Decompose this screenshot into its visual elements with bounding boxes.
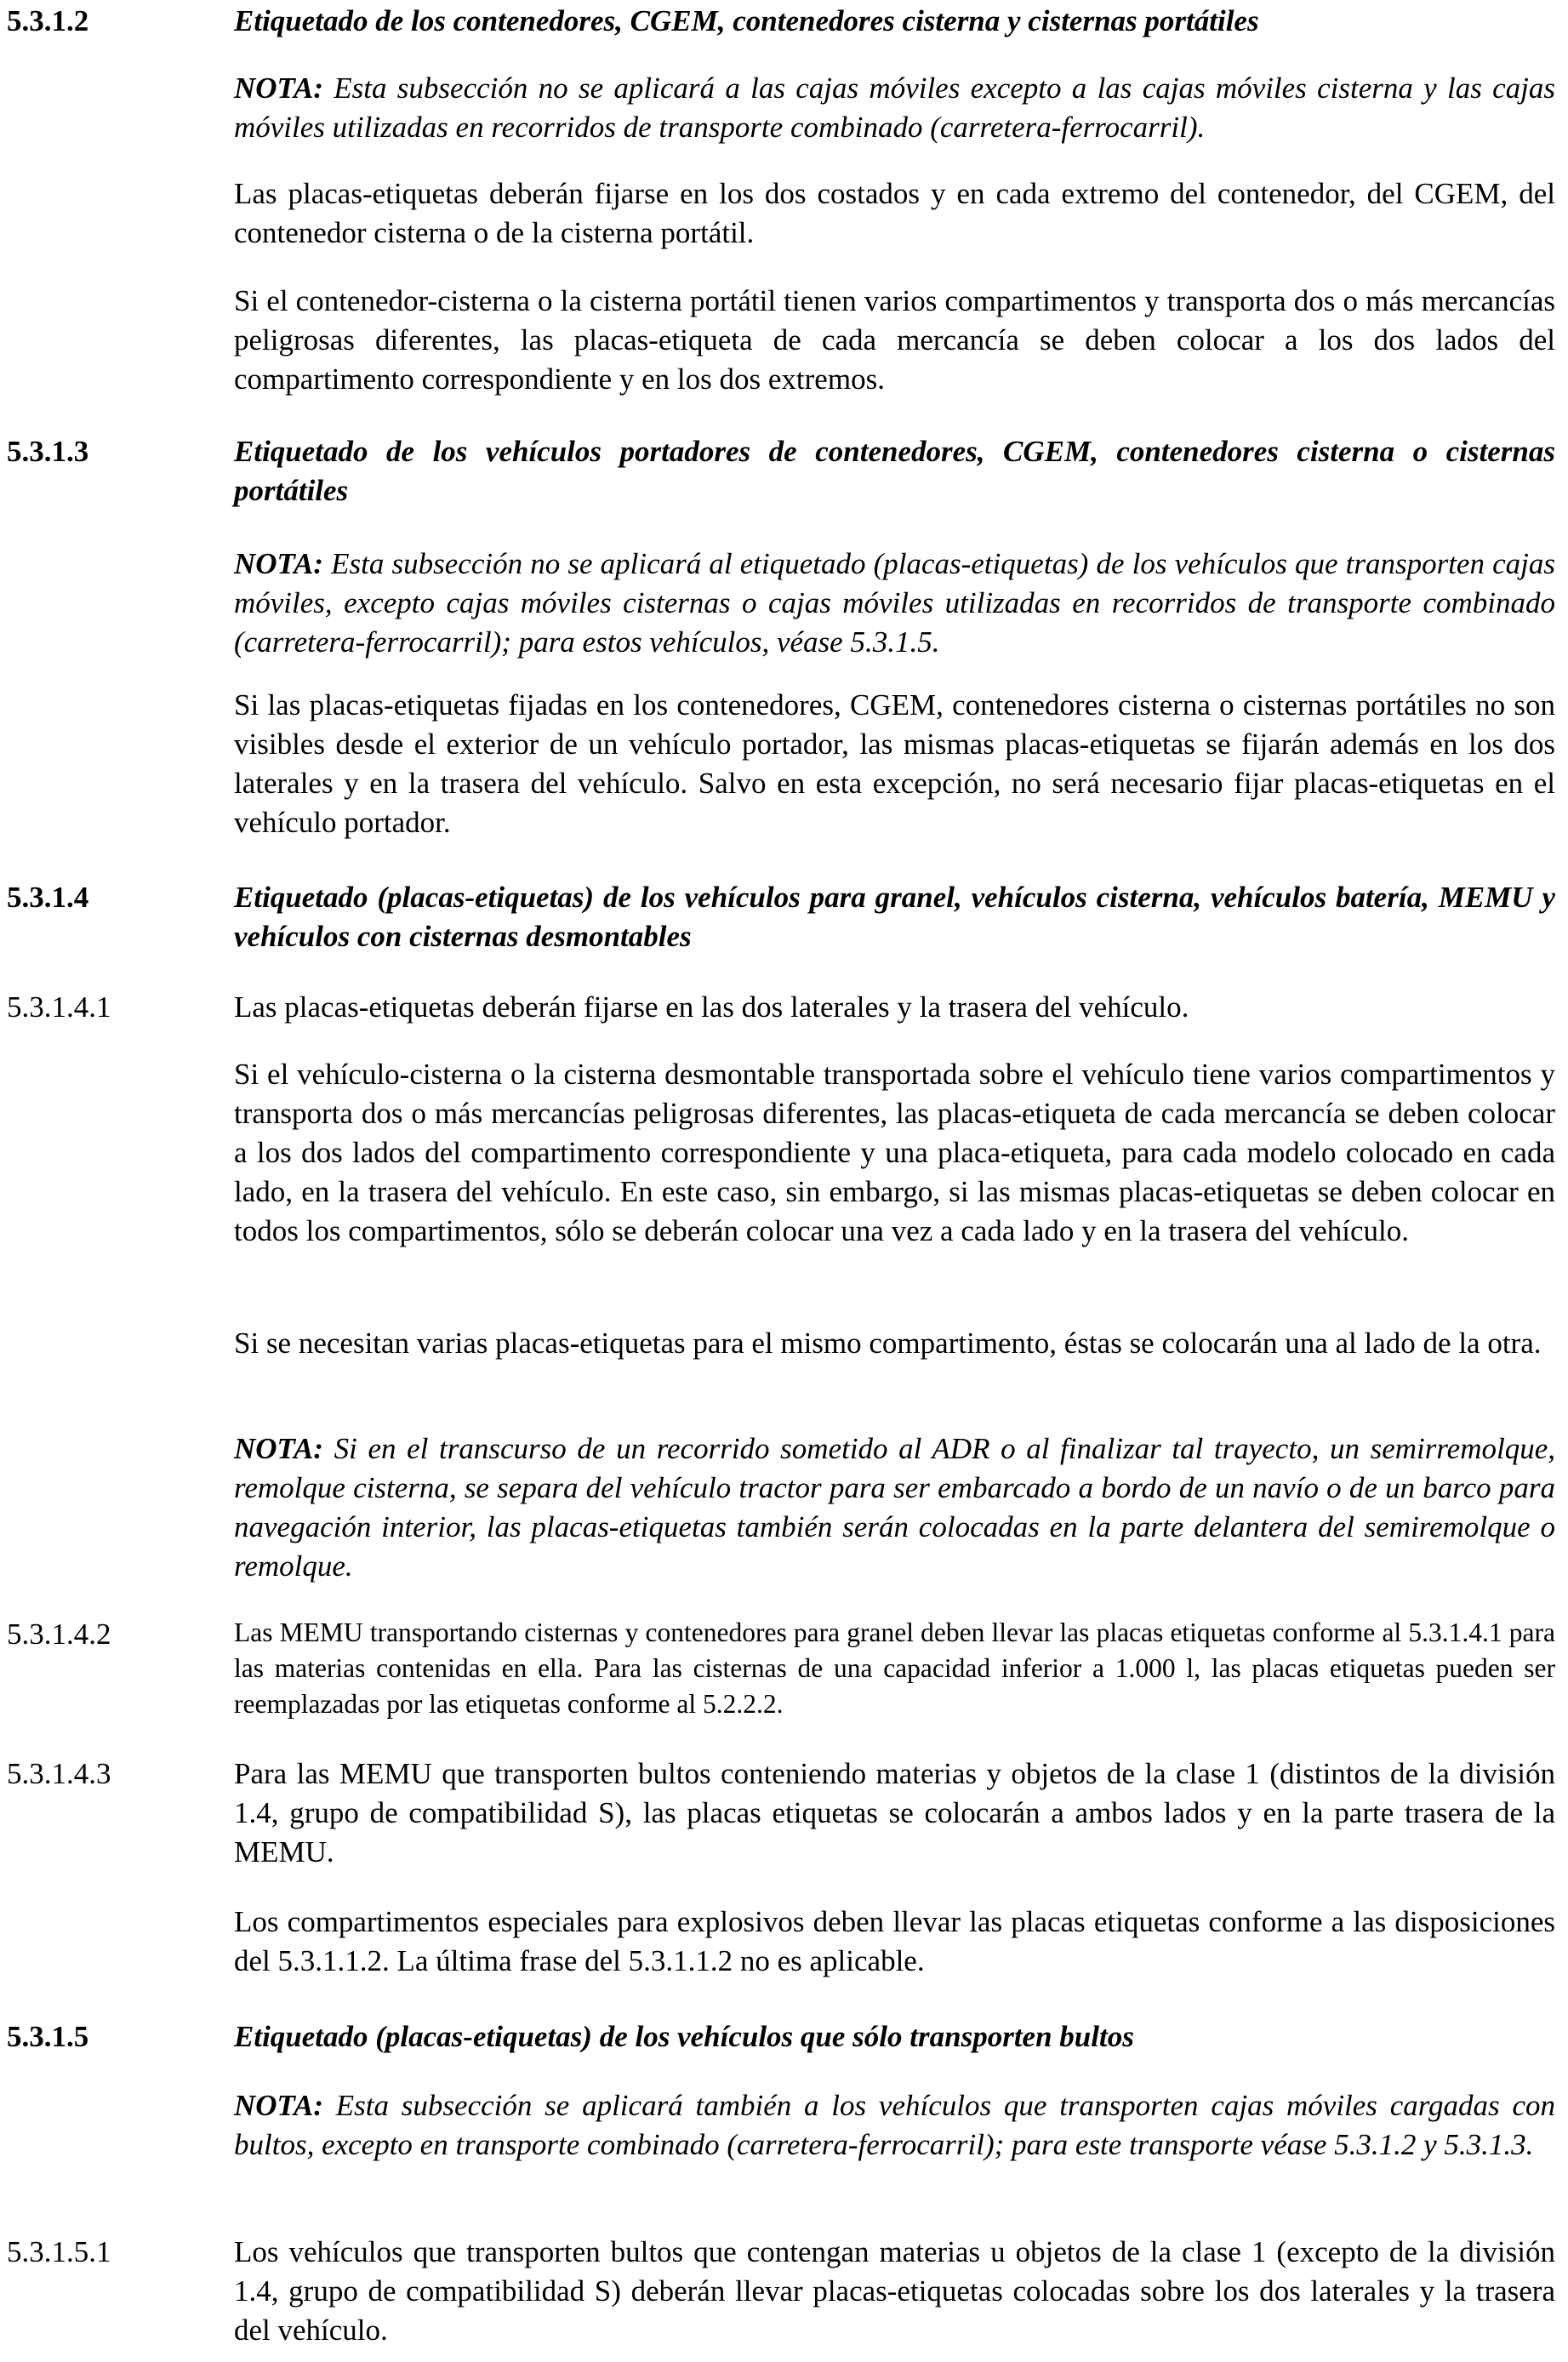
paragraph-text: Los vehículos que transporten bultos que contengan materias u objetos de la clase 1 (excepto de la división 1.4, grupo de compatibilidad S) deberán llevar placas-etiquetas colocadas sobre los dos laterales y la trasera del vehículo. xyxy=(234,2235,1555,2347)
note-label: NOTA: xyxy=(234,1432,323,1465)
section-heading: Etiquetado de los contenedores, CGEM, contenedores cisterna y cisternas portátiles xyxy=(234,4,1259,37)
section-heading: Etiquetado (placas-etiquetas) de los vehículos para granel, vehículos cisterna, vehículos batería, MEMU y vehículos con cisternas desmontables xyxy=(234,881,1555,953)
note-text: NOTA: Esta subsección no se aplicará al etiquetado (placas-etiquetas) de los vehículos que transporten cajas móviles, excepto cajas móviles cisternas o cajas móviles utilizadas en recorridos de transporte combinado (carretera-ferrocarril); para estos vehículos, véase 5.3.1.5. xyxy=(234,547,1555,659)
paragraph-text: Las placas-etiquetas deberán fijarse en los dos costados y en cada extremo del contenedor, del CGEM, del contenedor cisterna o de la cisterna portátil. xyxy=(234,177,1555,249)
paragraph-text: Si el vehículo-cisterna o la cisterna desmontable transportada sobre el vehículo tiene varios compartimentos y transporta dos o más mercancías peligrosas diferentes, las placas-etiqueta de cada mercancía se deben colocar a los dos lados del compartimento correspondiente y una placa-etiqueta, para cada modelo colocado en cada lado, en la trasera del vehículo. En este caso, sin embargo, si las mismas placas-etiquetas se deben colocar en todos los compartimentos, sólo se deberán colocar una vez a cada lado y en la trasera del vehículo. xyxy=(234,1058,1555,1247)
paragraph-text: Si el contenedor-cisterna o la cisterna portátil tienen varios compartimentos y transporta dos o más mercancías peligrosas diferentes, las placas-etiqueta de cada mercancía se deben colocar a los dos lados del compartimento correspondiente y en los dos extremos. xyxy=(234,284,1555,396)
note-label: NOTA: xyxy=(234,547,323,580)
paragraph-text: Los compartimentos especiales para explosivos deben llevar las placas etiquetas conforme a las disposiciones del 5.3.1.1.2. La última frase del 5.3.1.1.2 no es aplicable. xyxy=(234,1905,1555,1977)
section-heading: Etiquetado de los vehículos portadores de contenedores, CGEM, contenedores cisterna o cisternas portátiles xyxy=(234,435,1555,507)
paragraph-text: Para las MEMU que transporten bultos conteniendo materias y objetos de la clase 1 (distintos de la división 1.4, grupo de compatibilidad S), las placas etiquetas se colocarán a ambos lados y en la parte trasera de la MEMU. xyxy=(234,1757,1555,1868)
note-label: NOTA: xyxy=(234,71,323,105)
note-label: NOTA: xyxy=(234,2089,323,2122)
section-number: 5.3.1.4.2 xyxy=(7,1617,111,1651)
section-number: 5.3.1.5 xyxy=(7,2020,89,2053)
note-text: NOTA: Esta subsección se aplicará también a los vehículos que transporten cajas móviles cargadas con bultos, excepto en transporte combinado (carretera-ferrocarril); para este transporte véase 5.3.1.2 y 5.3.1.3. xyxy=(234,2089,1555,2161)
paragraph-text: Si las placas-etiquetas fijadas en los contenedores, CGEM, contenedores cisterna o cisternas portátiles no son visibles desde el exterior de un vehículo portador, las mismas placas-etiquetas se fijarán además en los dos laterales y en la trasera del vehículo. Salvo en esta excepción, no será necesario fijar placas-etiquetas en el vehículo portador. xyxy=(234,688,1555,839)
section-number: 5.3.1.3 xyxy=(7,435,89,468)
section-number: 5.3.1.4 xyxy=(7,881,89,914)
section-number: 5.3.1.4.1 xyxy=(7,990,111,1024)
note-text: NOTA: Si en el transcurso de un recorrido sometido al ADR o al finalizar tal trayecto, un semirremolque, remolque cisterna, se separa del vehículo tractor para ser embarcado a bordo de un navío o de un barco para navegación interior, las placas-etiquetas también serán colocadas en la parte delantera del semiremolque o remolque. xyxy=(234,1432,1555,1583)
paragraph-text: Si se necesitan varias placas-etiquetas para el mismo compartimento, éstas se colocarán una al lado de la otra. xyxy=(234,1326,1542,1360)
section-number: 5.3.1.2 xyxy=(7,4,89,37)
section-number: 5.3.1.4.3 xyxy=(7,1757,111,1790)
section-number: 5.3.1.5.1 xyxy=(7,2235,111,2268)
section-heading: Etiquetado (placas-etiquetas) de los vehículos que sólo transporten bultos xyxy=(234,2020,1134,2053)
paragraph-text: Las MEMU transportando cisternas y contenedores para granel deben llevar las placas etiquetas conforme al 5.3.1.4.1 para las materias contenidas en ella. Para las cisternas de una capacidad inferior a 1.000 l, las placas etiquetas pueden ser reemplazadas por las etiquetas conforme al 5.2.2.2. xyxy=(234,1617,1555,1719)
paragraph-text: Las placas-etiquetas deberán fijarse en las dos laterales y la trasera del vehículo. xyxy=(234,990,1189,1024)
note-text: NOTA: Esta subsección no se aplicará a las cajas móviles excepto a las cajas móviles cisterna y las cajas móviles utilizadas en recorridos de transporte combinado (carretera-ferrocarril). xyxy=(234,71,1555,144)
